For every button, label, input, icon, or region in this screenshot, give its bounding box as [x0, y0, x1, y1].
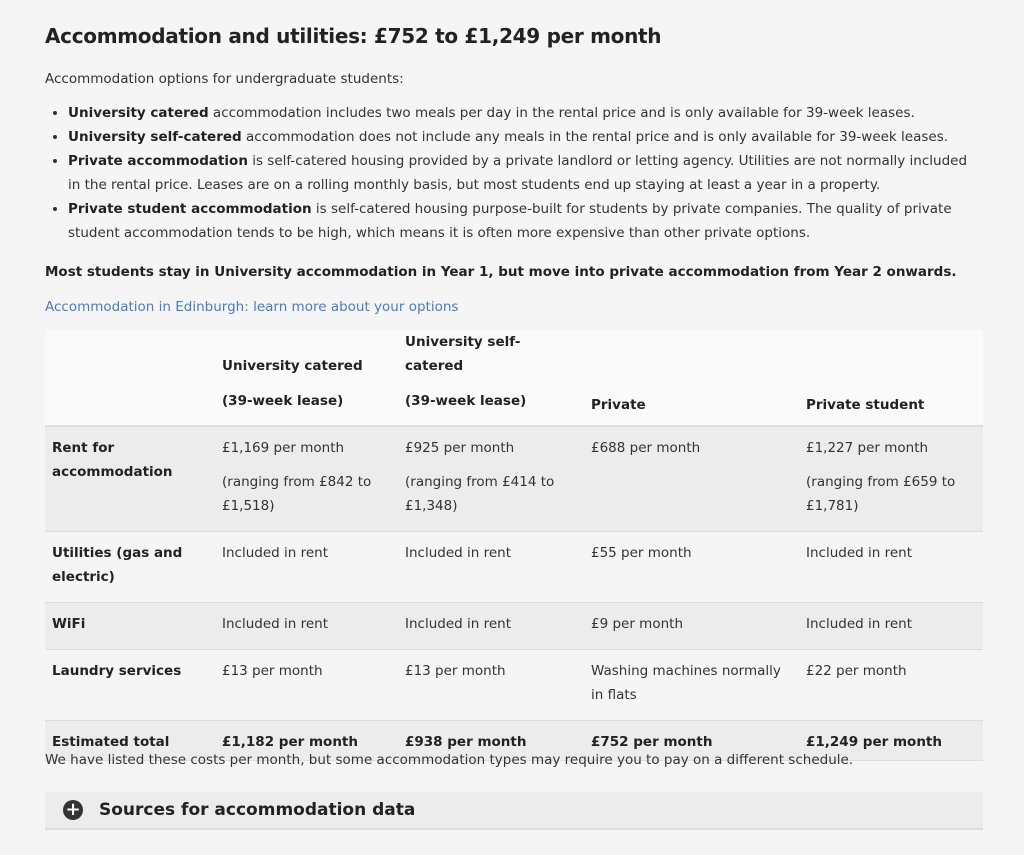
header-cell	[215, 330, 398, 426]
table-row	[45, 650, 983, 721]
table-cell: Included in rent	[405, 545, 512, 561]
accommodation-options-list	[45, 101, 983, 245]
header-main: Private	[591, 397, 646, 413]
header-empty	[45, 330, 215, 426]
intro-text: Accommodation options for undergraduate students:	[45, 71, 404, 87]
table-cell: £55 per month	[591, 545, 692, 561]
list-item	[68, 101, 983, 125]
description: accommodation includes two meals per day in the rental price and is only available for 39-week leases.	[208, 105, 915, 121]
header-sub: (39-week lease)	[222, 393, 344, 409]
table-cell: £938 per month	[405, 734, 527, 750]
term: Private accommodation	[68, 153, 248, 169]
table-header-row	[45, 330, 983, 426]
header-sub: (39-week lease)	[405, 393, 527, 409]
row-label: Rent for accommodation	[52, 440, 173, 480]
table-cell: £1,249 per month	[806, 734, 942, 750]
cell-range: (ranging from £659 to £1,781)	[806, 474, 956, 514]
table-cell: £752 per month	[591, 734, 713, 750]
list-item	[68, 125, 983, 149]
table-row	[45, 603, 983, 650]
table-row	[45, 532, 983, 603]
description: accommodation does not include any meals in the rental price and is only available for 39-week leases.	[241, 129, 949, 145]
header-cell	[584, 330, 799, 426]
header-main: Private student	[806, 397, 925, 413]
header-main: University self-catered	[405, 334, 521, 374]
table-cell: Included in rent	[222, 616, 329, 632]
accommodation-link[interactable]: Accommodation in Edinburgh: learn more about your options	[45, 299, 459, 315]
cell-value: £688 per month	[591, 440, 701, 456]
term: University self-catered	[68, 129, 242, 145]
table-cell: Included in rent	[806, 545, 913, 561]
row-label: Estimated total	[52, 734, 170, 750]
table-cell: Washing machines normally in flats	[591, 663, 781, 703]
description: is self-catered housing purpose-built for students by private companies. The quality of private student accommodation tends to be high, which means it is often more expensive than other private options.	[68, 201, 952, 241]
sources-accordion[interactable]	[45, 792, 983, 830]
header-cell	[799, 330, 983, 426]
row-label: Utilities (gas and electric)	[52, 545, 183, 585]
cell-value: £925 per month	[405, 440, 515, 456]
table-cell	[398, 426, 584, 532]
table-cell: Included in rent	[806, 616, 913, 632]
table-cell	[584, 426, 799, 532]
list-item	[68, 149, 983, 197]
table-cell: Included in rent	[222, 545, 329, 561]
table-cell: £22 per month	[806, 663, 907, 679]
table-cell: £13 per month	[222, 663, 323, 679]
row-label: WiFi	[52, 616, 86, 632]
cell-value: £1,227 per month	[806, 440, 929, 456]
cell-range: (ranging from £842 to £1,518)	[222, 474, 372, 514]
cost-table	[45, 330, 983, 761]
header-main: University catered	[222, 358, 363, 374]
table-cell	[215, 426, 398, 532]
cell-range: (ranging from £414 to £1,348)	[405, 474, 555, 514]
term: Private student accommodation	[68, 201, 312, 217]
summary-text: Most students stay in University accommodation in Year 1, but move into private accommodation from Year 2 onwards.	[45, 264, 957, 280]
section-title: Accommodation and utilities: £752 to £1,249 per month	[45, 24, 662, 48]
description: is self-catered housing provided by a private landlord or letting agency. Utilities are not normally included in the rental price. Leases are on a rolling monthly basis, but most students end up staying at least a year in a property.	[68, 153, 968, 193]
row-label: Laundry services	[52, 663, 182, 679]
table-cell	[799, 426, 983, 532]
plus-circle-icon: +	[63, 800, 83, 820]
table-cell: £1,182 per month	[222, 734, 358, 750]
header-cell	[398, 330, 584, 426]
accordion-label: Sources for accommodation data	[99, 800, 416, 820]
table-row	[45, 426, 983, 532]
term: University catered	[68, 105, 209, 121]
list-item	[68, 197, 983, 245]
cell-value: £1,169 per month	[222, 440, 345, 456]
schedule-note: We have listed these costs per month, but some accommodation types may require you to pay on a different schedule.	[45, 752, 854, 768]
table-cell: £13 per month	[405, 663, 506, 679]
table-cell: £9 per month	[591, 616, 684, 632]
table-cell: Included in rent	[405, 616, 512, 632]
